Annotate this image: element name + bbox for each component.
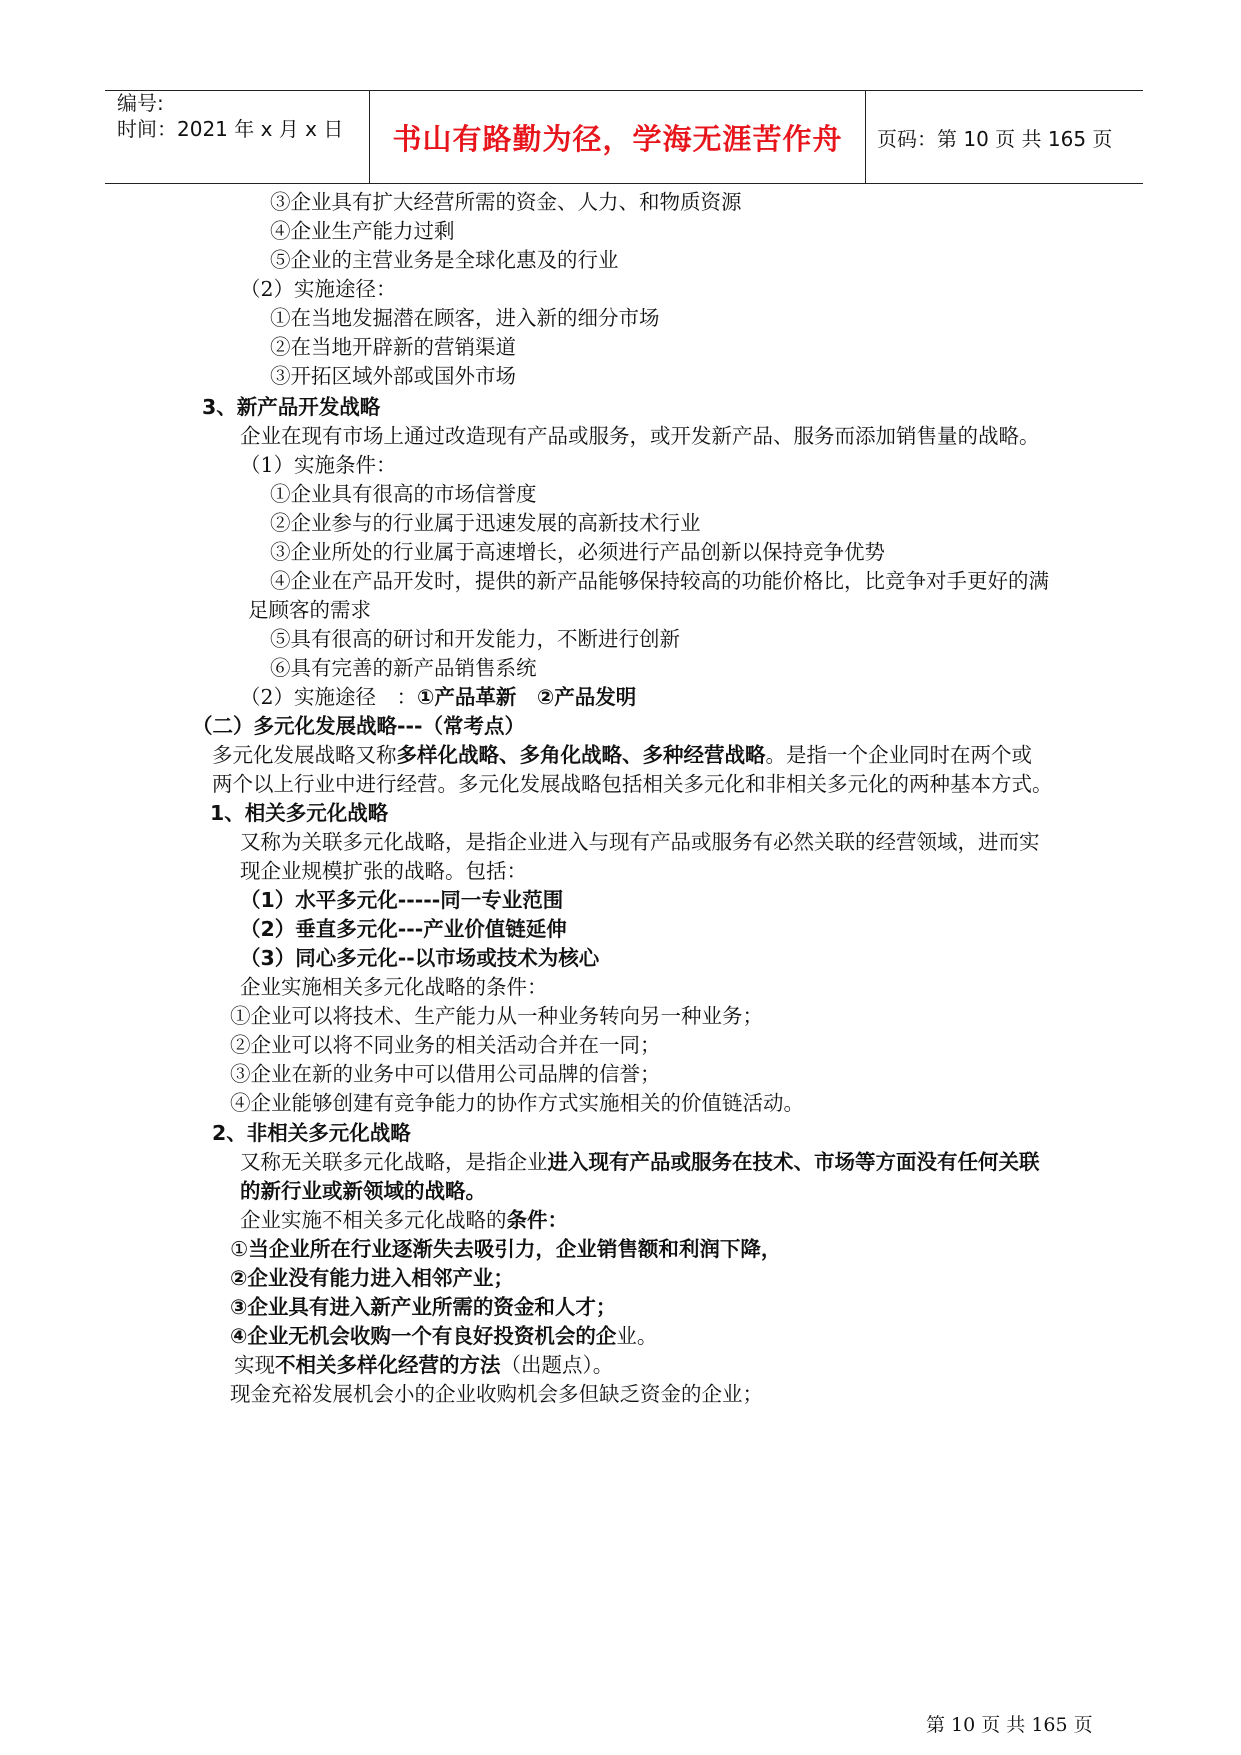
body-line [230,1090,804,1116]
page-footer: 第 10 页 共 165 页 [926,1714,1093,1736]
text-run: ①企业可以将技术、生产能力从一种业务转向另一种业务； [230,1004,763,1028]
header-meta [105,91,369,183]
text-run: 多元化发展战略又称 [212,743,397,767]
text-run: 。是指一个企业同时在两个或 [765,743,1032,767]
bold-text: 不相关多样化经营的方法 [275,1353,501,1377]
body-line [202,394,380,420]
text-run: ③开拓区域外部或国外市场 [270,364,516,388]
text-run: ①在当地发掘潜在顾客，进入新的细分市场 [270,306,660,330]
body-line [230,1265,514,1291]
body-line [230,1323,657,1349]
text-run: ②在当地开辟新的营销渠道 [270,335,516,359]
header-motto: 书山有路勤为径，学海无涯苦作舟 [392,121,843,156]
text-run: 企业实施相关多元化战略的条件： [240,975,548,999]
text-run: 足顾客的需求 [248,598,371,622]
body-line [270,626,680,652]
bold-text: （3）同心多元化--以市场或技术为核心 [240,946,600,970]
body-line [270,655,537,681]
bold-text: 进入现有产品或服务在技术、市场等方面没有任何关联 [547,1150,1040,1174]
text-run: ③企业在新的业务中可以借用公司品牌的信誉； [230,1062,661,1086]
text-run: （出题点）。 [500,1353,614,1377]
bold-text: 多样化战略、多角化战略、多种经营战略 [396,743,766,767]
body-line [230,1294,616,1320]
body-line [240,1207,568,1233]
text-run: ④企业生产能力过剩 [270,219,455,243]
text-run: ⑥具有完善的新产品销售系统 [270,656,537,680]
text-run: 两个以上行业中进行经营。多元化发展战略包括相关多元化和非相关多元化的两种基本方式。 [212,772,1053,796]
header-motto-cell [369,91,866,183]
text-run: 业。 [616,1324,658,1348]
header-page-info: 页码：第 10 页 共 165 页 [877,126,1113,151]
body-line [210,800,388,826]
body-line [270,568,1049,594]
text-run: 现企业规模扩张的战略。包括： [240,859,527,883]
body-line [192,713,525,739]
text-run: 又称为关联多元化战略，是指企业进入与现有产品或服务有必然关联的经营领域，进而实 [240,830,1040,854]
text-run: ②企业可以将不同业务的相关活动合并在一同； [230,1033,661,1057]
bold-text: （二）多元化发展战略---（常考点） [192,714,526,738]
body-line [240,858,527,884]
text-run: 企业在现有市场上通过改造现有产品或服务，或开发新产品、服务而添加销售量的战略。 [240,424,1040,448]
body-line [240,276,397,302]
bold-text: 当企业所在行业逐渐失去吸引力，企业销售额和利润下降， [248,1237,782,1261]
body-line [230,1236,781,1262]
bold-text: 2、非相关多元化战略 [212,1121,411,1145]
body-line [270,363,516,389]
text-run: ⑤具有很高的研讨和开发能力，不断进行创新 [270,627,680,651]
text-run: ③企业所处的行业属于高速增长，必须进行产品创新以保持竞争优势 [270,540,885,564]
body-line [270,189,742,215]
body-line [212,771,1053,797]
body-line [240,684,636,710]
body-line [270,334,516,360]
text-run: 实现 [234,1353,275,1377]
text-run: （2）实施途径 ： [240,685,418,709]
page-header [105,90,1143,184]
body-line [240,452,397,478]
text-run: （1）实施条件： [240,453,397,477]
document-time-label: 时间：2021 年 x 月 x 日 [117,117,344,141]
body-line [230,1061,661,1087]
body-line [240,1149,1040,1175]
body-line [240,1178,486,1204]
body-line [240,945,599,971]
bold-text: ②企业没有能力进入相邻产业； [230,1266,514,1290]
text-run: （2）实施途径： [240,277,397,301]
bold-text: ①产品革新 ②产品发明 [417,685,637,709]
body-line [270,481,537,507]
body-line [270,305,660,331]
body-line [240,887,563,913]
bold-text: 条件： [506,1208,568,1232]
bold-text: ④企业无机会收购一个有良好投资机会的企 [230,1324,617,1348]
bold-text: （1）水平多元化-----同一专业范围 [240,888,564,912]
body-line [240,974,548,1000]
text-run: ④企业在产品开发时，提供的新产品能够保持较高的功能价格比，比竞争对手更好的满 [270,569,1049,593]
body-line [270,510,701,536]
body-line [230,1381,763,1407]
body-line [212,1120,411,1146]
text-run: ④企业能够创建有竞争能力的协作方式实施相关的价值链活动。 [230,1091,804,1115]
bold-text: ③企业具有进入新产业所需的资金和人才； [230,1295,617,1319]
body-line [240,916,567,942]
body-line [230,1003,763,1029]
body-line [248,597,371,623]
body-line [240,829,1040,855]
body-line [230,1032,661,1058]
text-run: ③企业具有扩大经营所需的资金、人力、和物质资源 [270,190,742,214]
text-run: ① [230,1237,249,1261]
bold-text: （2）垂直多元化---产业价值链延伸 [240,917,567,941]
body-line [212,742,1032,768]
bold-text: 3、新产品开发战略 [202,395,381,419]
body-line [270,539,885,565]
document-number-label: 编号: [117,91,164,115]
text-run: 又称无关联多元化战略，是指企业 [240,1150,548,1174]
bold-text: 的新行业或新领域的战略。 [240,1179,486,1203]
text-run: ①企业具有很高的市场信誉度 [270,482,537,506]
text-run: ⑤企业的主营业务是全球化惠及的行业 [270,248,619,272]
text-run: ②企业参与的行业属于迅速发展的高新技术行业 [270,511,701,535]
body-line [234,1352,613,1378]
text-run: 企业实施不相关多元化战略的 [240,1208,507,1232]
body-line [240,423,1040,449]
text-run: 现金充裕发展机会小的企业收购机会多但缺乏资金的企业； [230,1382,763,1406]
body-line [270,247,619,273]
bold-text: 1、相关多元化战略 [210,801,389,825]
body-line [270,218,455,244]
